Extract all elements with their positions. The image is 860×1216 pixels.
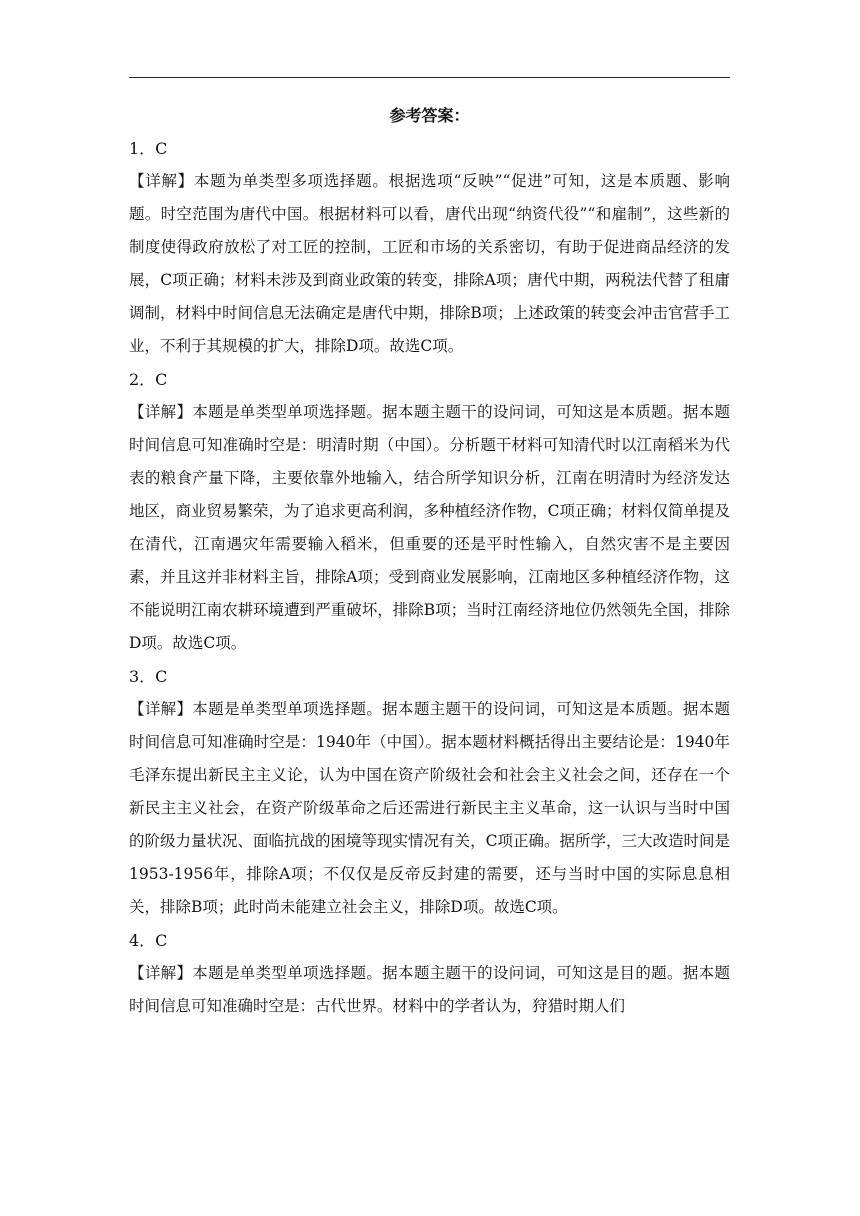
page-title: 参考答案： — [389, 106, 470, 125]
answer-key — [129, 99, 730, 1023]
explanation-text: 本题是单类型单项选择题。据本题主题干的设问词，可知这是目的题。据本题时间信息可知准确时空是：古代世界。材料中的学者认为，狩猎时期人们 — [129, 964, 730, 1015]
explanation-text: 本题是单类型单项选择题。据本题主题干的设问词，可知这是本质题。据本题时间信息可知准确时空是：明清时期（中国）。分析题干材料可知清代时以江南稻米为代表的粮食产量下降，主要依靠外地输入，结合所学知识分析，江南在明清时为经济发达地区，商业贸易繁荣，为了追求更高利润，多种植经济作物，C项正确；材料仅简单提及在清代，江南遇灾年需要输入稻米，但重要的还是平时性输入，自然灾害不是主要因素，并且这并非材料主旨，排除A项；受到商业发展影响，江南地区多种植经济作物，这不能说明江南农耕环境遭到严重破坏，排除B项；当时江南经济地位仍然领先全国，排除D项。故选C项。 — [129, 403, 730, 652]
answer-number: 4．C — [129, 931, 168, 950]
detail-tag: 【详解】 — [129, 403, 193, 421]
answer-explanation — [129, 957, 730, 1023]
answer-item-4 — [129, 924, 730, 1023]
header-rule — [129, 77, 730, 78]
explanation-text: 本题为单类型多项选择题。根据选项“反映”“促进”可知，这是本质题、影响题。时空范围为唐代中国。根据材料可以看，唐代出现“纳资代役”“和雇制”，这些新的制度使得政府放松了对工匠的控制，工匠和市场的关系密切，有助于促进商品经济的发展，C项正确；材料未涉及到商业政策的转变，排除A项；唐代中期，两税法代替了租庸调制，材料中时间信息无法确定是唐代中期，排除B项；上述政策的转变会冲击官营手工业，不利于其规模的扩大，排除D项。故选C项。 — [129, 172, 730, 355]
answer-explanation — [129, 693, 730, 924]
explanation-text: 本题是单类型单项选择题。据本题主题干的设问词，可知这是本质题。据本题时间信息可知准确时空是：1940年（中国）。据本题材料概括得出主要结论是：1940年毛泽东提出新民主主义论，认为中国在资产阶级社会和社会主义社会之间，还存在一个新民主主义社会，在资产阶级革命之后还需进行新民主主义革命，这一认识与当时中国的阶级力量状况、面临抗战的困境等现实情况有关，C项正确。据所学，三大改造时间是1953-1956年，排除A项；不仅仅是反帝反封建的需要，还与当时中国的实际息息相关，排除B项；此时尚未能建立社会主义，排除D项。故选C项。 — [129, 700, 730, 916]
answer-item-1 — [129, 132, 730, 363]
answer-explanation — [129, 165, 730, 363]
answer-item-3 — [129, 660, 730, 924]
answer-explanation — [129, 396, 730, 660]
answer-number: 2．C — [129, 370, 168, 389]
answer-item-2 — [129, 363, 730, 660]
detail-tag: 【详解】 — [129, 700, 193, 718]
answer-number: 3．C — [129, 667, 168, 686]
detail-tag: 【详解】 — [129, 172, 194, 190]
answer-number: 1．C — [129, 139, 168, 158]
detail-tag: 【详解】 — [129, 964, 193, 982]
